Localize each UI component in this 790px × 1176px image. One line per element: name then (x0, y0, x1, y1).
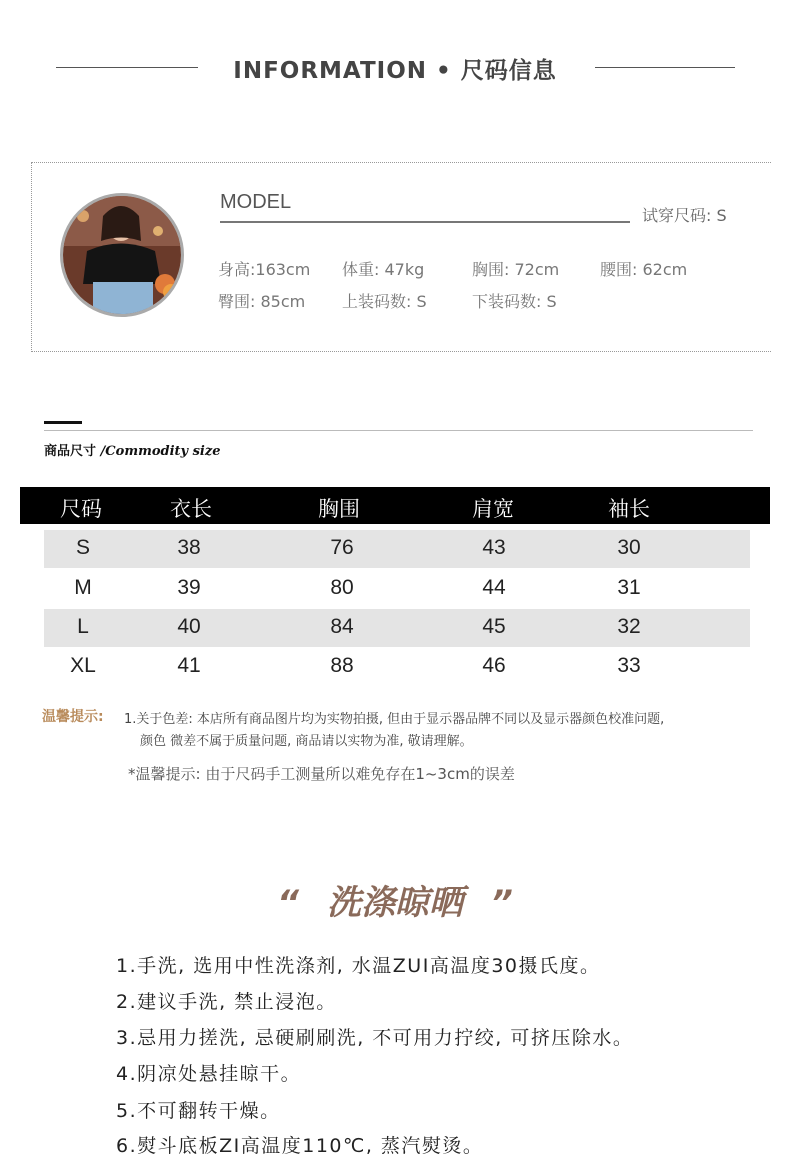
close-quote: ” (491, 883, 513, 923)
col-shoulder: 肩宽 (472, 497, 514, 521)
wash-instruction-3: 3.忌用力搓洗, 忌硬刷刷洗, 不可用力拧绞, 可挤压除水。 (116, 1027, 634, 1049)
cell-bust: 88 (330, 654, 354, 677)
cell-size: M (74, 576, 92, 599)
notice-line-2: 颜色 微差不属于质量问题, 商品请以实物为准, 敬请理解。 (140, 734, 473, 749)
model-hip: 臀围: 85cm (218, 292, 306, 311)
trial-size: 试穿尺码: S (642, 206, 727, 225)
cell-sleeve: 33 (617, 654, 641, 677)
cell-size: XL (70, 654, 96, 677)
table-row (44, 530, 750, 568)
model-card (31, 162, 771, 352)
cell-bust: 84 (330, 615, 354, 638)
cell-length: 38 (177, 536, 201, 559)
col-size: 尺码 (60, 497, 102, 521)
wash-instruction-2: 2.建议手洗, 禁止浸泡。 (116, 991, 337, 1013)
table-row (44, 570, 750, 608)
model-bottom-size: 下装码数: S (472, 292, 557, 311)
col-sleeve: 袖长 (608, 497, 650, 521)
model-label: MODEL (220, 191, 292, 213)
model-waist: 腰围: 62cm (600, 260, 688, 279)
open-quote: “ (277, 883, 299, 923)
commodity-size-cn: 商品尺寸 (44, 444, 97, 459)
model-top-size: 上装码数: S (342, 292, 427, 311)
notice-line-1: 1.关于色差: 本店所有商品图片均为实物拍摄, 但由于显示器品牌不同以及显示器颜色校准问题, (124, 712, 665, 727)
cell-size: S (75, 536, 90, 559)
wash-instruction-1: 1.手洗, 选用中性洗涤剂, 水温ZUI高温度30摄氏度。 (116, 955, 601, 977)
model-height: 身高:163cm (218, 260, 311, 279)
commodity-size-en: /Commodity size (100, 444, 221, 459)
model-photo (60, 193, 184, 317)
model-bust: 胸围: 72cm (472, 260, 560, 279)
cell-bust: 80 (330, 576, 354, 599)
cell-shoulder: 45 (482, 615, 506, 638)
cell-length: 41 (177, 654, 201, 677)
cell-sleeve: 32 (617, 615, 641, 638)
cell-length: 40 (177, 615, 201, 638)
cell-shoulder: 43 (482, 536, 506, 559)
cell-length: 39 (177, 576, 201, 599)
table-row (44, 648, 750, 686)
cell-size: L (77, 615, 89, 638)
header-left-rule (56, 67, 198, 68)
cell-sleeve: 31 (617, 576, 641, 599)
table-row (44, 609, 750, 647)
wash-title-text: 洗涤晾晒 (327, 883, 463, 923)
notice-label: 温馨提示: (42, 709, 104, 725)
header-right-rule (595, 67, 735, 68)
col-bust: 胸围 (318, 497, 360, 521)
wash-instruction-6: 6.熨斗底板ZI高温度110℃, 蒸汽熨烫。 (116, 1135, 484, 1157)
commodity-accent-bar (44, 421, 82, 424)
col-length: 衣长 (170, 497, 212, 521)
cell-shoulder: 46 (482, 654, 506, 677)
model-underline (220, 221, 630, 223)
measurement-notice: *温馨提示: 由于尺码手工测量所以难免存在1~3cm的误差 (128, 765, 515, 783)
cell-sleeve: 30 (617, 536, 641, 559)
cell-bust: 76 (330, 536, 354, 559)
commodity-divider (44, 430, 753, 431)
model-weight: 体重: 47kg (342, 260, 425, 279)
wash-instruction-5: 5.不可翻转干燥。 (116, 1100, 281, 1122)
cell-shoulder: 44 (482, 576, 506, 599)
wash-instruction-4: 4.阴凉处悬挂晾干。 (116, 1063, 302, 1085)
size-table-header (20, 487, 770, 524)
commodity-size-heading (44, 440, 221, 459)
wash-section-title (0, 875, 790, 924)
section-title-information: INFORMATION • 尺码信息 (233, 58, 557, 84)
